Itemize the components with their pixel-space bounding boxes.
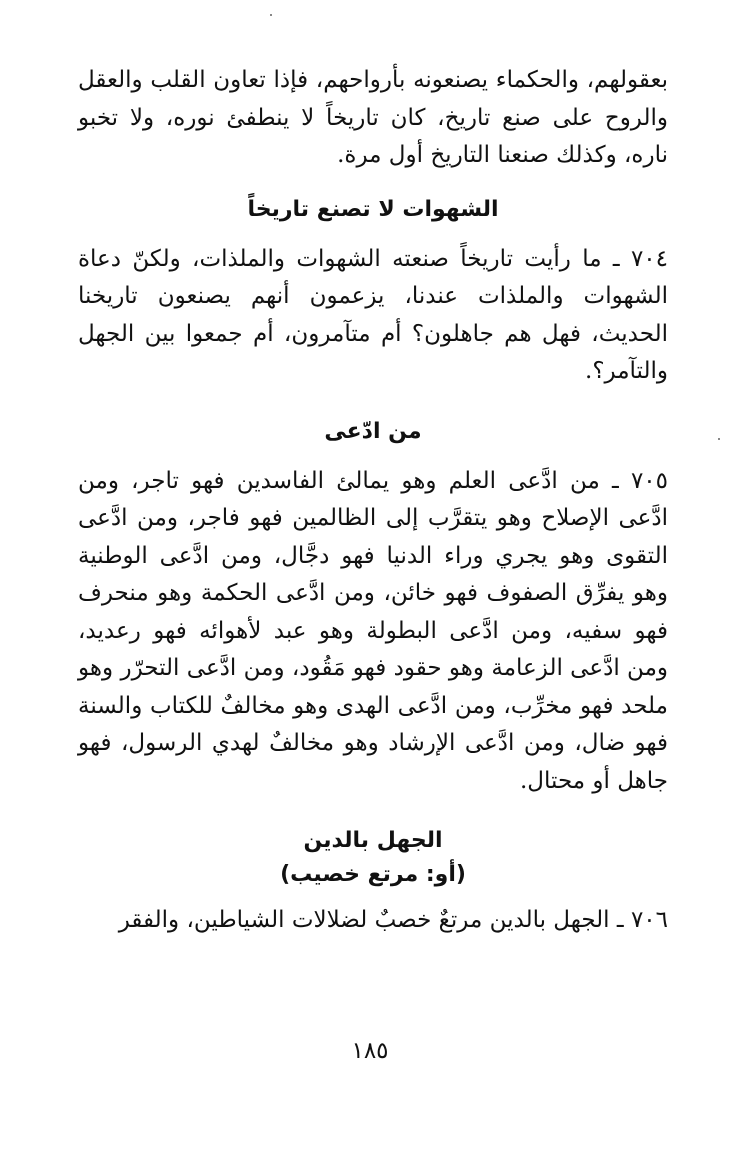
section-title-claimed: من ادّعى	[324, 418, 422, 444]
scan-speck	[718, 438, 720, 440]
page-content	[78, 62, 668, 940]
section-title-desires: الشهوات لا تصنع تاريخاً	[247, 196, 499, 222]
section-subtitle-ignorance: (أو: مرتع خصيب)	[280, 862, 466, 887]
page-number: ١٨٥	[351, 1038, 389, 1064]
paragraph-705: ٧٠٥ ـ من ادَّعى العلم وهو يمالئ الفاسدين فهو تاجر، ومن ادَّعى الإصلاح وهو يتقرَّب إلى الظالمين فهو فاجر، ومن ادَّعى التقوى وهو يجري وراء الدنيا فهو دجَّال، ومن ادَّعى الوطنية وهو يفرِّق الصفوف فهو خائن، ومن ادَّعى الحكمة وهو منحرف فهو سفيه، ومن ادَّعى البطولة وهو عبد لأهوائه فهو رعديد، ومن ادَّعى الزعامة وهو حقود فهو مَقُود، ومن ادَّعى التحرّر وهو ملحد فهو مخرِّب، ومن ادَّعى الهدى وهو مخالفٌ للكتاب والسنة فهو ضال، ومن ادَّعى الإرشاد وهو مخالفٌ لهدي الرسول، فهو جاهل أو محتال.	[78, 467, 668, 794]
section-title-ignorance: الجهل بالدين	[303, 828, 443, 853]
paragraph-704: ٧٠٤ ـ ما رأيت تاريخاً صنعته الشهوات والملذات، ولكنّ دعاة الشهوات والملذات عندنا، يزعمون أنهم يصنعون تاريخنا الحديث، فهل هم جاهلون؟ أم متآمرون، أم جمعوا بين الجهل والتآمر؟.	[78, 245, 668, 384]
intro-paragraph: بعقولهم، والحكماء يصنعونه بأرواحهم، فإذا تعاون القلب والعقل والروح على صنع تاريخ، كان تاريخاً لا ينطفئ نوره، ولا تخبو ناره، وكذلك صنعنا التاريخ أول مرة.	[78, 67, 668, 168]
paragraph-706: ٧٠٦ ـ الجهل بالدين مرتعٌ خصبٌ لضلالات الشياطين، والفقر	[118, 907, 668, 933]
scan-speck	[270, 14, 272, 16]
